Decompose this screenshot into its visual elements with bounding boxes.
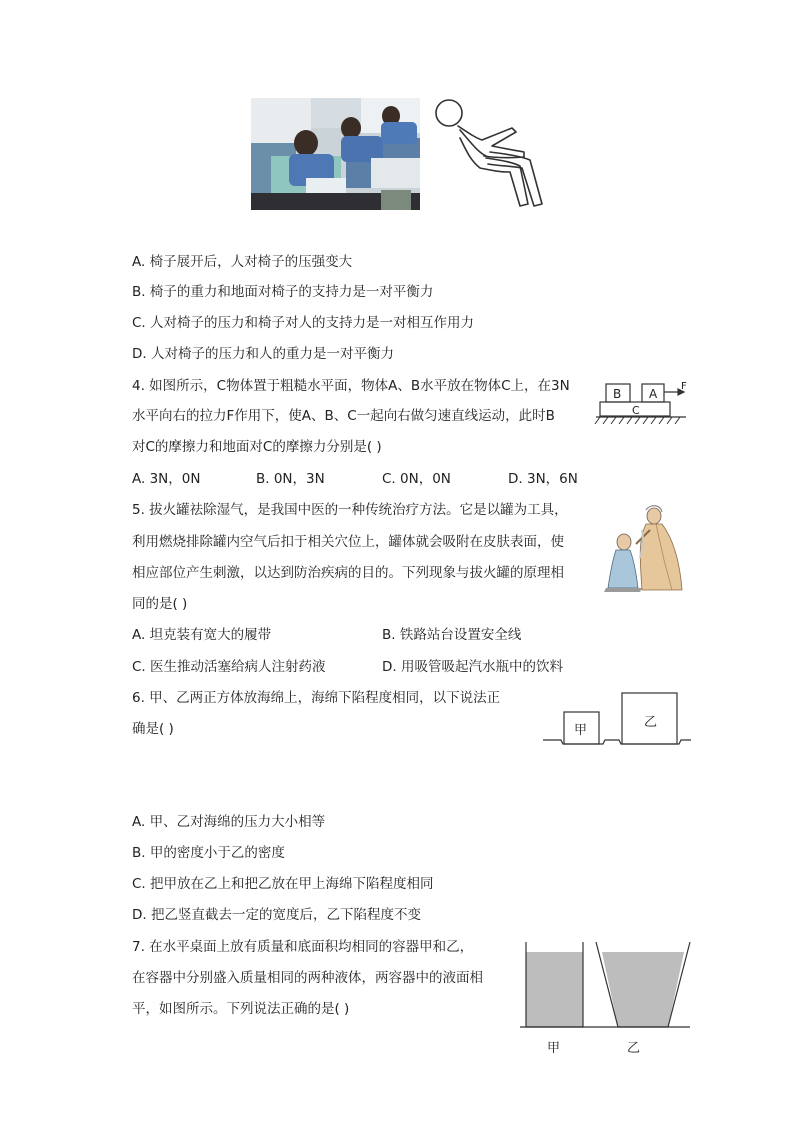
q3-option-d: D. 人对椅子的压力和人的重力是一对平衡力 — [132, 346, 394, 362]
q3-option-b: B. 椅子的重力和地面对椅子的支持力是一对平衡力 — [132, 284, 434, 300]
q5-stem-line-3: 相应部位产生刺激，以达到防治疾病的目的。下列现象与拔火罐的原理相 — [132, 565, 564, 581]
q6-sponge-cubes-figure — [543, 690, 693, 750]
q6-option-c: C. 把甲放在乙上和把乙放在甲上海绵下陷程度相同 — [132, 876, 434, 892]
q5-option-d: D. 用吸管吸起汽水瓶中的饮料 — [382, 659, 563, 675]
q4-label-a: A — [649, 387, 658, 401]
q4-label-c: C — [632, 404, 640, 417]
q4-option-b: B. 0N，3N — [256, 471, 325, 487]
q7-label-jia: 甲 — [547, 1041, 561, 1056]
q7-containers-figure — [518, 938, 693, 1063]
q6-option-d: D. 把乙竖直截去一定的宽度后，乙下陷程度不变 — [132, 907, 421, 923]
q4-option-c: C. 0N，0N — [382, 471, 451, 487]
classroom-nap-photo — [251, 98, 420, 210]
q4-option-d: D. 3N，6N — [508, 471, 578, 487]
q4-stem-line-3: 对C的摩擦力和地面对C的摩擦力分别是( ) — [132, 439, 382, 455]
q4-label-f: F — [681, 381, 687, 392]
q7-stem-line-1: 7. 在水平桌面上放有质量和底面积均相同的容器甲和乙， — [132, 939, 474, 955]
q4-stem-line-2: 水平向右的拉力F作用下，使A、B、C一起向右做匀速直线运动，此时B — [132, 408, 555, 424]
q6-option-b: B. 甲的密度小于乙的密度 — [132, 845, 285, 861]
q5-stem-line-2: 利用燃烧排除罐内空气后扣于相关穴位上，罐体就会吸附在皮肤表面，使 — [132, 534, 564, 550]
q4-option-a: A. 3N，0N — [132, 471, 201, 487]
q5-stem-line-1: 5. 拔火罐祛除湿气，是我国中医的一种传统治疗方法。它是以罐为工具， — [132, 502, 568, 518]
q5-option-b: B. 铁路站台设置安全线 — [382, 627, 522, 643]
q6-stem-line-2: 确是( ) — [132, 721, 174, 737]
q5-option-c: C. 医生推动活塞给病人注射药液 — [132, 659, 326, 675]
q5-option-a: A. 坦克装有宽大的履带 — [132, 627, 272, 643]
q4-label-b: B — [613, 387, 622, 401]
q3-option-a: A. 椅子展开后，人对椅子的压强变大 — [132, 254, 353, 270]
q6-label-yi: 乙 — [644, 715, 658, 730]
q6-stem-line-1: 6. 甲、乙两正方体放海绵上，海绵下陷程度相同，以下说法正 — [132, 690, 501, 706]
q4-blocks-figure — [594, 378, 694, 428]
q3-option-c: C. 人对椅子的压力和椅子对人的支持力是一对相互作用力 — [132, 315, 475, 331]
q7-stem-line-2: 在容器中分别盛入质量相同的两种液体，两容器中的液面相 — [132, 970, 483, 986]
q7-stem-line-3: 平，如图所示。下列说法正确的是( ) — [132, 1001, 350, 1017]
q5-stem-line-4: 同的是( ) — [132, 596, 188, 612]
q6-label-jia: 甲 — [574, 723, 588, 738]
reclining-person-sketch — [430, 96, 550, 211]
q6-option-a: A. 甲、乙对海绵的压力大小相等 — [132, 814, 326, 830]
q7-label-yi: 乙 — [627, 1041, 641, 1056]
q4-stem-line-1: 4. 如图所示，C物体置于粗糙水平面，物体A、B水平放在物体C上，在3N — [132, 378, 570, 394]
cupping-therapy-illustration — [602, 500, 692, 595]
